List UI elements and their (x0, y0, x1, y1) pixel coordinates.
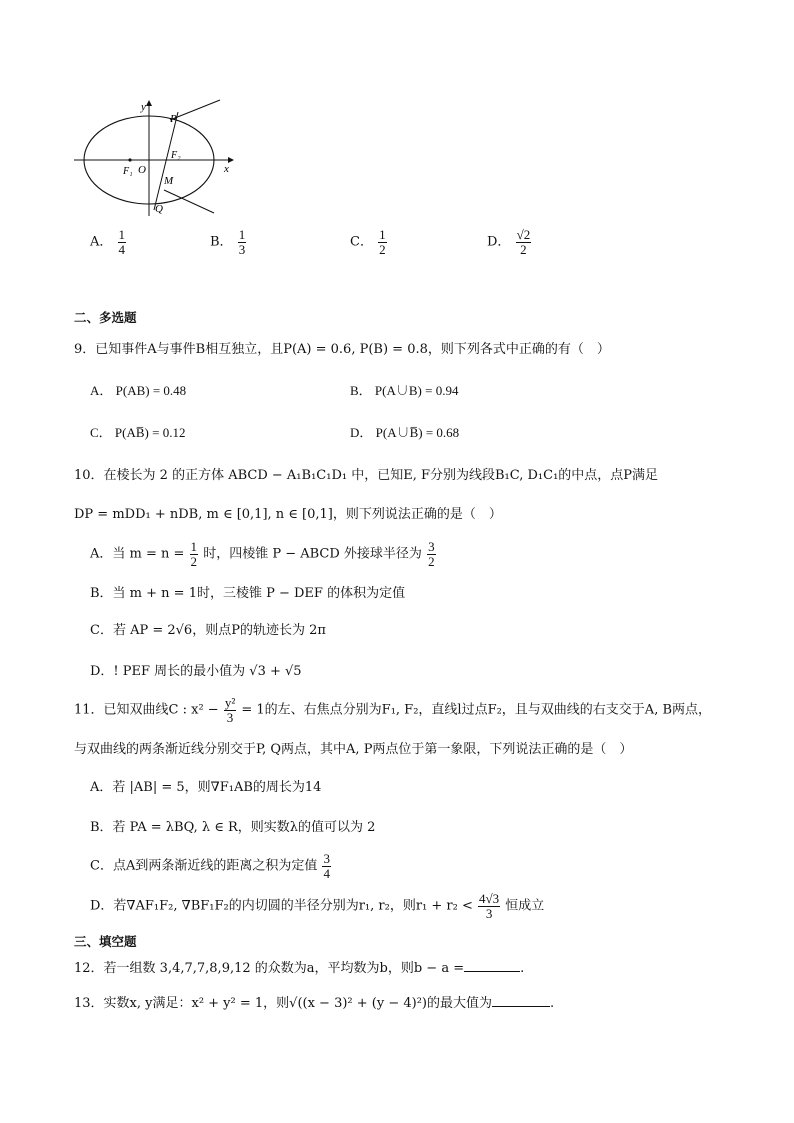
option-fraction: $\frac{√2}{2}$ (516, 227, 531, 257)
q10-option-c[interactable]: C．若 AP = 2√6，则点P的轨迹长为 2π (90, 623, 326, 638)
label-x: x (224, 163, 229, 175)
q11-stem-fraction: $\frac{\text{y²}}{3}$ (224, 695, 236, 725)
q10-stem-line1: 10．在棱长为 2 的正方体 ABCD − A₁B₁C₁D₁ 中，已知E, F分别为线段B₁C, D₁C₁的中点，点P满足 (74, 468, 659, 483)
q12-answer-blank[interactable] (464, 959, 520, 972)
option-letter: C． (350, 234, 373, 250)
q11-option-d[interactable] (90, 892, 544, 920)
q9-option-d[interactable]: D． P(A∪B̅) = 0.68 (350, 425, 460, 440)
q11-option-c[interactable] (90, 852, 332, 880)
q9-stem: 9．已知事件A与事件B相互独立，且P(A) = 0.6, P(B) = 0.8，则下列各式中正确的有（ ） (74, 342, 610, 357)
q9-option-c[interactable]: C． P(AB̅) = 0.12 (90, 425, 186, 440)
q11d-pre: D．若∇AF₁F₂, ∇BF₁F₂的内切圆的半径分别为r₁, r₂，则r₁ + r₂ < (90, 898, 473, 914)
q12-stem: 12．若一组数 3,4,7,7,8,9,12 的众数为a，平均数为b，则b − a = (74, 961, 465, 976)
q12-end: . (520, 961, 525, 976)
q9-option-a[interactable]: A． P(AB) = 0.48 (90, 383, 187, 398)
q11-stem-line2: 与双曲线的两条渐近线分别交于P, Q两点，其中A, P两点位于第一象限，下列说法正确的是（ ） (74, 742, 633, 757)
label-M: M (164, 175, 174, 187)
q11d-fraction: $\frac{4√3}{3}$ (479, 891, 500, 921)
q10a-pre: A．当 m = n = (90, 546, 185, 562)
q11-stem-line1 (74, 696, 711, 724)
q8-option-c[interactable] (350, 228, 388, 256)
q13 (74, 992, 554, 1011)
q10-option-d[interactable]: D．! PEF 周长的最小值为 √3 + √5 (90, 664, 302, 679)
label-O: O (138, 164, 146, 176)
q8-option-a[interactable] (90, 228, 127, 256)
label-F2: F₂ (171, 150, 181, 161)
q11c-pre: C．点A到两条渐近线的距离之积为定值 (90, 858, 318, 874)
option-letter: A． (90, 234, 113, 250)
label-P: P (170, 113, 177, 125)
ellipse-figure (68, 98, 243, 223)
q11-option-a[interactable]: A．若 |AB| = 5，则∇F₁AB的周长为14 (90, 780, 322, 795)
option-fraction: $\frac{1}{2}$ (379, 227, 386, 257)
q13-end: . (550, 996, 555, 1011)
q10a-fraction-1: $\frac{1}{2}$ (190, 539, 198, 569)
option-letter: D． (487, 234, 511, 250)
label-y: y (141, 101, 146, 113)
q8-option-b[interactable] (210, 228, 247, 256)
label-F1: F₁ (123, 166, 133, 177)
q8-option-d[interactable] (487, 228, 532, 256)
q13-answer-blank[interactable] (492, 994, 550, 1007)
q10-option-b[interactable]: B．当 m + n = 1时，三棱锥 P − DEF 的体积为定值 (90, 586, 406, 601)
q10a-fraction-2: $\frac{3}{2}$ (428, 539, 435, 569)
q12 (74, 957, 524, 976)
q10-stem-line2: DP = mDD₁ + nDB, m ∈ [0,1], n ∈ [0,1]，则下列说法正确的是（ ） (74, 507, 502, 522)
section-heading-fill: 三、填空题 (74, 934, 137, 949)
q11-option-b[interactable]: B．若 PA = λBQ, λ ∈ R，则实数λ的值可以为 2 (90, 820, 376, 835)
q9-option-b[interactable]: B． P(A∪B) = 0.94 (350, 383, 459, 398)
q10a-mid: 时，四棱锥 P − ABCD 外接球半径为 (203, 546, 422, 562)
option-fraction: $\frac{1}{4}$ (118, 227, 126, 257)
option-letter: B． (210, 234, 233, 250)
label-Q: Q (155, 203, 163, 215)
q10-option-a[interactable] (90, 540, 437, 568)
q11-stem-pre: 11．已知双曲线C : x² − (74, 702, 219, 718)
q13-stem: 13．实数x, y满足：x² + y² = 1，则√((x − 3)² + (y − 4)²)的最大值为 (74, 996, 492, 1011)
section-heading-multi: 二、多选题 (74, 310, 137, 325)
q11c-fraction: $\frac{3}{4}$ (323, 851, 330, 881)
q11-stem-post: = 1的左、右焦点分别为F₁, F₂，直线l过点F₂，且与双曲线的右支交于A, B两点， (241, 702, 712, 718)
q11d-post: 恒成立 (505, 898, 545, 914)
option-fraction: $\frac{1}{3}$ (238, 227, 246, 257)
